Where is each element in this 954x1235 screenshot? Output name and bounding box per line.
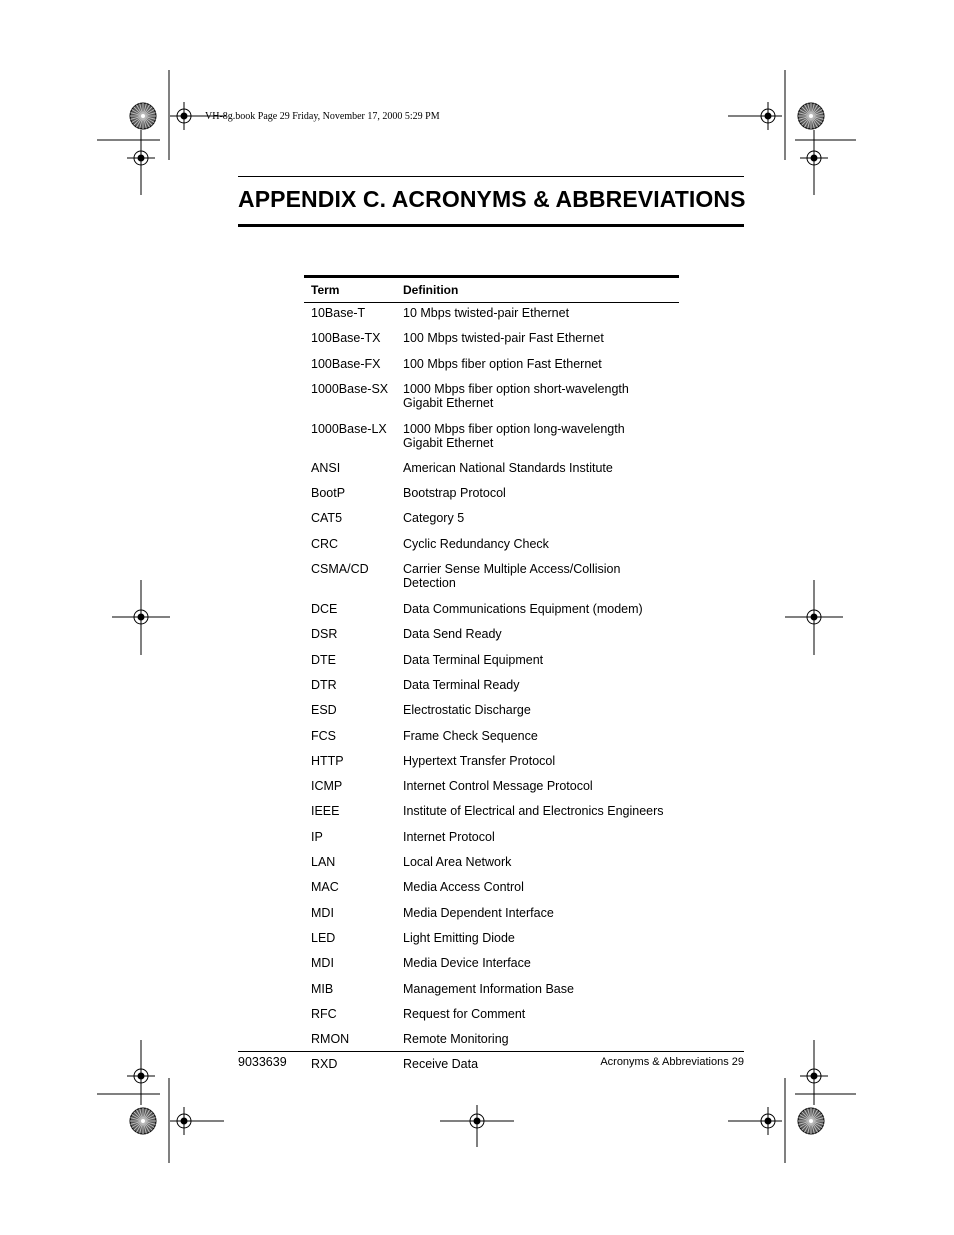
table-row: [304, 560, 679, 600]
table-row: [304, 1005, 679, 1030]
table-row: [304, 980, 679, 1005]
term-cell: MAC: [311, 880, 339, 895]
definition-cell: Bootstrap Protocol: [403, 486, 506, 501]
table-row: [304, 828, 679, 853]
definition-cell: Category 5: [403, 511, 465, 526]
definition-cell: Frame Check Sequence: [403, 728, 538, 743]
definition-cell: Media Dependent Interface: [403, 905, 554, 920]
table-row: [304, 380, 679, 420]
table-row: [304, 676, 679, 701]
table-row: [304, 752, 679, 777]
definition-cell: Data Terminal Equipment: [403, 652, 544, 667]
term-cell: BootP: [311, 486, 346, 501]
term-cell: 10Base-T: [311, 306, 366, 320]
acronym-table: [304, 275, 679, 1081]
definition-cell: Data Communications Equipment (modem): [403, 602, 643, 617]
term-cell: DTE: [311, 652, 336, 667]
definition-cell: Media Device Interface: [403, 956, 531, 971]
table-row: [304, 484, 679, 509]
table-row: [304, 420, 679, 459]
term-cell: IP: [311, 829, 323, 844]
definition-cell: Local Area Network: [403, 855, 512, 870]
term-cell: RXD: [311, 1057, 338, 1072]
table-row: [304, 904, 679, 929]
term-cell: ESD: [311, 703, 337, 718]
table-row: [304, 878, 679, 903]
term-cell: DCE: [311, 602, 338, 617]
definition-cell: 100 Mbps twisted-pair Fast Ethernet: [403, 331, 604, 346]
column-header-definition: Definition: [403, 283, 459, 297]
term-cell: MIB: [311, 981, 334, 996]
term-cell: ICMP: [311, 779, 343, 794]
page-title: APPENDIX C. ACRONYMS & ABBREVIATIONS: [238, 186, 746, 212]
term-cell: LAN: [311, 855, 336, 870]
definition-cell: 1000 Mbps fiber option short-wavelength Gigabit Ethernet: [403, 381, 629, 410]
table-row: [304, 625, 679, 650]
definition-cell: Hypertext Transfer Protocol: [403, 753, 556, 768]
term-cell: 100Base-TX: [311, 331, 381, 346]
table-row: [304, 535, 679, 560]
term-cell: IEEE: [311, 804, 340, 819]
term-cell: DTR: [311, 677, 337, 692]
table-row: [304, 355, 679, 380]
term-cell: RMON: [311, 1032, 350, 1047]
title-bottom-rule: [238, 224, 744, 227]
page-number-label: Acronyms & Abbreviations 29: [600, 1056, 744, 1068]
term-cell: 1000Base-SX: [311, 381, 389, 396]
table-row: [304, 954, 679, 979]
definition-cell: Electrostatic Discharge: [403, 703, 531, 718]
definition-cell: Media Access Control: [403, 880, 524, 895]
table-row: [304, 600, 679, 625]
title-top-rule: [238, 176, 744, 177]
term-cell: FCS: [311, 728, 336, 743]
table-row: [304, 802, 679, 827]
table-row: [304, 727, 679, 752]
definition-cell: Cyclic Redundancy Check: [403, 536, 549, 551]
document-number: 9033639: [238, 1055, 287, 1069]
term-cell: ANSI: [311, 460, 341, 475]
table-row: [304, 509, 679, 534]
term-cell: HTTP: [311, 753, 344, 768]
definition-cell: 1000 Mbps fiber option long-wavelength Gigabit Ethernet: [403, 421, 625, 450]
term-cell: LED: [311, 930, 336, 945]
definition-cell: 10 Mbps twisted-pair Ethernet: [403, 306, 570, 320]
table-row: [304, 459, 679, 484]
term-cell: CAT5: [311, 511, 343, 526]
table-row: [304, 701, 679, 726]
definition-cell: Institute of Electrical and Electronics Engineers: [403, 804, 664, 819]
definition-cell: Carrier Sense Multiple Access/Collision Detection: [403, 562, 621, 591]
definition-cell: American National Standards Institute: [403, 460, 613, 475]
term-cell: DSR: [311, 627, 338, 642]
definition-cell: Remote Monitoring: [403, 1032, 509, 1047]
table-row: [304, 929, 679, 954]
table-row: [304, 777, 679, 802]
definition-cell: Data Send Ready: [403, 627, 502, 642]
definition-cell: Request for Comment: [403, 1006, 526, 1021]
table-row: [304, 303, 679, 329]
definition-cell: Internet Protocol: [403, 829, 495, 844]
definition-cell: Management Information Base: [403, 981, 574, 996]
column-header-term: Term: [311, 283, 340, 297]
footer-rule: [238, 1051, 744, 1052]
term-cell: 100Base-FX: [311, 356, 381, 371]
table-row: [304, 329, 679, 354]
table-body: [304, 303, 679, 1081]
table-row: [304, 853, 679, 878]
definition-cell: Light Emitting Diode: [403, 930, 515, 945]
term-cell: MDI: [311, 956, 334, 971]
term-cell: CSMA/CD: [311, 562, 369, 577]
table-header: [304, 275, 679, 303]
definition-cell: Receive Data: [403, 1057, 479, 1072]
definition-cell: Internet Control Message Protocol: [403, 779, 593, 794]
definition-cell: Data Terminal Ready: [403, 677, 520, 692]
table-row: [304, 651, 679, 676]
print-slug: VH-8g.book Page 29 Friday, November 17, 2000 5:29 PM: [205, 111, 440, 122]
definition-cell: 100 Mbps fiber option Fast Ethernet: [403, 356, 602, 371]
term-cell: CRC: [311, 536, 339, 551]
term-cell: 1000Base-LX: [311, 421, 387, 436]
term-cell: MDI: [311, 905, 334, 920]
term-cell: RFC: [311, 1006, 337, 1021]
